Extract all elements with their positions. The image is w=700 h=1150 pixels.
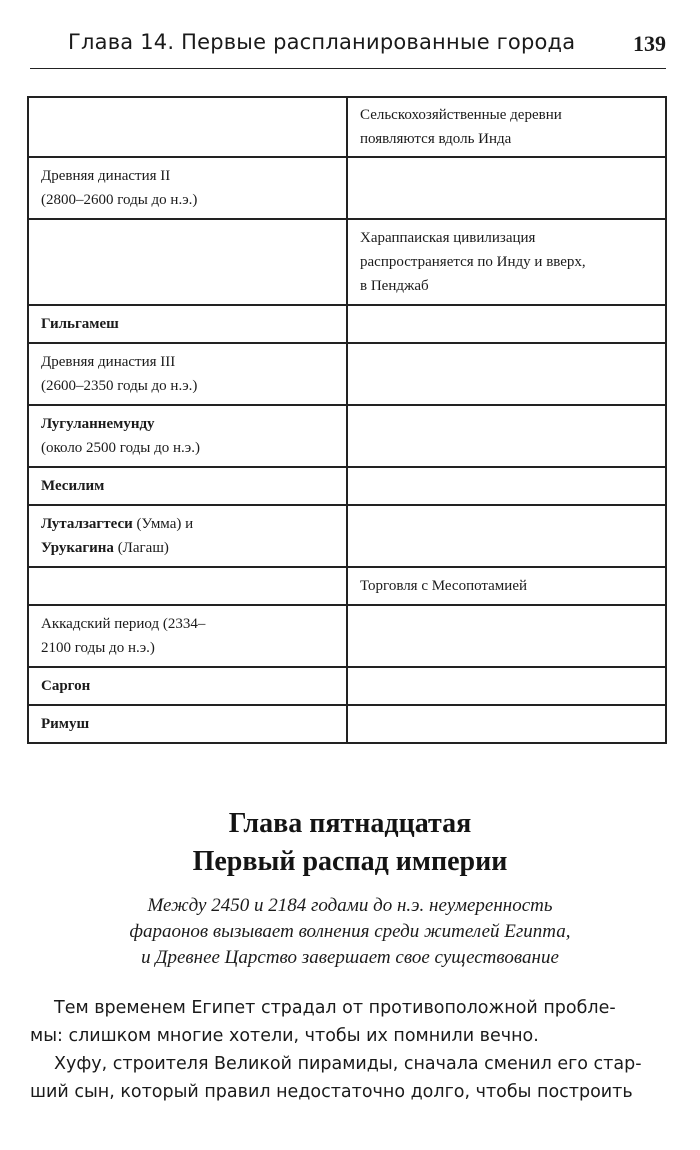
table-cell-period (28, 97, 347, 157)
table-row (28, 667, 666, 705)
table-row (28, 219, 666, 305)
table-row (28, 567, 666, 605)
table-cell-period (28, 567, 347, 605)
cell-text: Луталзагтеси (41, 516, 133, 532)
body-paragraph: Тем временем Египет страдал от противоположной пробле- мы: слишком многие хотели, чтобы их помнили вечно. (30, 998, 616, 1046)
running-head-title: Глава 14. Первые распланированные города (68, 30, 576, 54)
table-cell-period (28, 667, 347, 705)
cell-text: (Лагаш) (113, 540, 169, 556)
table-cell-indus (347, 343, 666, 405)
table-cell-period (28, 605, 347, 667)
table-cell-indus (347, 705, 666, 743)
table-row (28, 97, 666, 157)
running-head (30, 28, 666, 69)
cell-text: Древняя династия II (2800–2600 годы до н.э.) (41, 168, 198, 208)
table-cell-period (28, 219, 347, 305)
table-row (28, 157, 666, 219)
cell-text: Древняя династия III (2600–2350 годы до н.э.) (41, 354, 198, 394)
table-cell-period (28, 157, 347, 219)
table-cell-indus (347, 97, 666, 157)
cell-text: Лугуланнемунду (41, 416, 155, 432)
table-cell-indus (347, 405, 666, 467)
body-text (30, 994, 666, 1106)
table-row (28, 705, 666, 743)
page-number: 139 (633, 31, 666, 56)
table-row (28, 405, 666, 467)
cell-text: Хараппаиская цивилизация распространяется по Инду и вверх, в Пенджаб (360, 230, 586, 294)
cell-text: Урукагина (41, 540, 114, 556)
body-paragraph: Хуфу, строителя Великой пирамиды, сначала сменил его стар- ший сын, который правил недостаточно долго, чтобы построить (30, 1054, 642, 1102)
table-cell-indus (347, 219, 666, 305)
cell-text: Римуш (41, 716, 90, 732)
table-cell-period (28, 343, 347, 405)
table-row (28, 305, 666, 343)
table-cell-indus (347, 305, 666, 343)
table-cell-indus (347, 567, 666, 605)
table-cell-indus (347, 157, 666, 219)
chronology-table (27, 96, 667, 744)
table-cell-period (28, 705, 347, 743)
cell-text: Сельскохозяйственные деревни появляются вдоль Инда (360, 107, 562, 147)
table-cell-period (28, 467, 347, 505)
table-row (28, 505, 666, 567)
cell-text: (Умма) и (136, 516, 194, 532)
table-row (28, 343, 666, 405)
table-cell-indus (347, 667, 666, 705)
table-row (28, 467, 666, 505)
cell-text: Гильгамеш (41, 316, 119, 332)
table-cell-indus (347, 605, 666, 667)
cell-text: Торговля с Месопотамией (360, 578, 527, 594)
cell-text: Аккадский период (2334– 2100 годы до н.э.) (41, 616, 206, 656)
table-cell-period (28, 305, 347, 343)
chapter-title: Первый распад империи (192, 846, 508, 877)
table-row (28, 605, 666, 667)
table-cell-indus (347, 505, 666, 567)
table-cell-period (28, 505, 347, 567)
chapter-number: Глава пятнадцатая (228, 808, 472, 839)
table-cell-indus (347, 467, 666, 505)
cell-text: (около 2500 годы до н.э.) (41, 440, 200, 456)
cell-text: Саргон (41, 678, 91, 694)
cell-text: Месилим (41, 478, 105, 494)
chapter-epigraph: Между 2450 и 2184 годами до н.э. неумеренность фараонов вызывает волнения среди жителей Египта, и Древнее Царство завершает свое существование (129, 895, 571, 968)
chapter-heading (0, 805, 700, 971)
table-cell-period (28, 405, 347, 467)
